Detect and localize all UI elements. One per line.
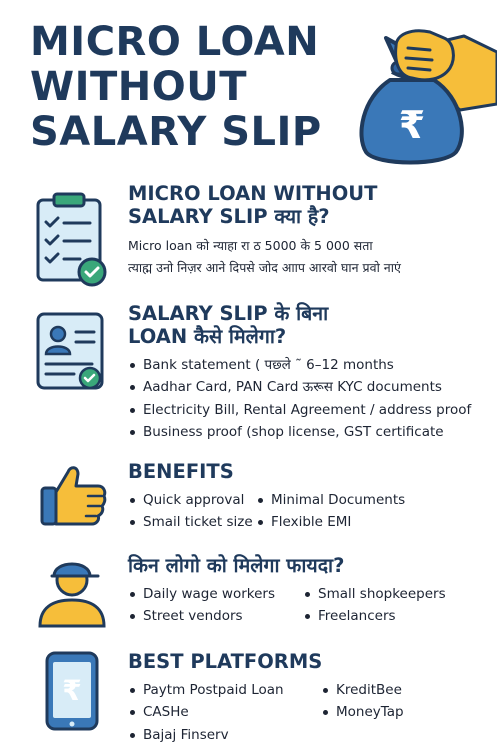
title-line-2: WITHOUT — [30, 64, 248, 110]
list-item: Small shopkeepers — [303, 583, 473, 605]
benefits-list — [128, 489, 490, 534]
person-cap-icon — [36, 552, 108, 628]
title-line-1: MICRO LOAN — [30, 19, 320, 65]
list-item: Aadhar Card, PAN Card ऊरूस KYC documents — [128, 376, 490, 398]
title-line-3: SALARY SLIP — [30, 109, 322, 155]
list-item: Freelancers — [303, 605, 473, 627]
section-heading: BENEFITS — [128, 460, 234, 483]
section-heading — [128, 182, 490, 228]
list-item: CASHe — [128, 701, 321, 723]
paragraph-line-1: Micro loan को न्याहा रा ठ 5000 के 5 000 सता — [128, 238, 373, 253]
list-item: Street vendors — [128, 605, 303, 627]
list-item: KreditBee — [321, 679, 491, 701]
section-heading — [128, 302, 490, 348]
rupee-symbol: ₹ — [398, 103, 426, 147]
section-heading: BEST PLATFORMS — [128, 650, 323, 673]
list-item: Flexible EMI — [256, 511, 446, 533]
heading-line-2: SALARY SLIP क्या है? — [128, 205, 330, 228]
list-item: Smail ticket size — [128, 511, 256, 533]
paragraph-line-2: त्याह्म उनो निज़र आने दिपसे जोद आाप आरवो घान प्रवो नाएं — [128, 260, 401, 275]
list-item: Daily wage workers — [128, 583, 303, 605]
section-paragraph — [128, 235, 490, 279]
list-item: MoneyTap — [321, 701, 491, 723]
list-item: Paytm Postpaid Loan — [128, 679, 321, 701]
list-item: Business proof (shop license, GST certificate — [128, 421, 490, 443]
platforms-list — [128, 679, 490, 746]
heading-line-2: LOAN कैसे मिलेगा? — [128, 325, 287, 348]
list-item: Quick approval — [128, 489, 256, 511]
page-title — [30, 20, 350, 155]
phone-rupee-symbol: ₹ — [62, 674, 82, 707]
documents-list — [128, 354, 490, 444]
money-bag-rupee-icon — [352, 18, 497, 166]
checklist-clipboard-icon — [34, 192, 108, 290]
list-item: Electricity Bill, Rental Agreement / address proof — [128, 399, 490, 421]
section-heading: किन लोगो को मिलेगा फायदा? — [128, 554, 345, 577]
list-item: Bank statement ( पछ्ले ˜ 6–12 months — [128, 354, 490, 376]
list-item: Minimal Documents — [256, 489, 446, 511]
list-item: Bajaj Finserv — [128, 724, 321, 746]
heading-line-1: SALARY SLIP के बिना — [128, 302, 329, 325]
heading-line-1: MICRO LOAN WITHOUT — [128, 182, 378, 205]
thumbs-up-icon — [38, 462, 110, 528]
id-document-icon — [34, 310, 110, 394]
beneficiaries-list — [128, 583, 490, 628]
phone-rupee-icon — [44, 650, 100, 732]
